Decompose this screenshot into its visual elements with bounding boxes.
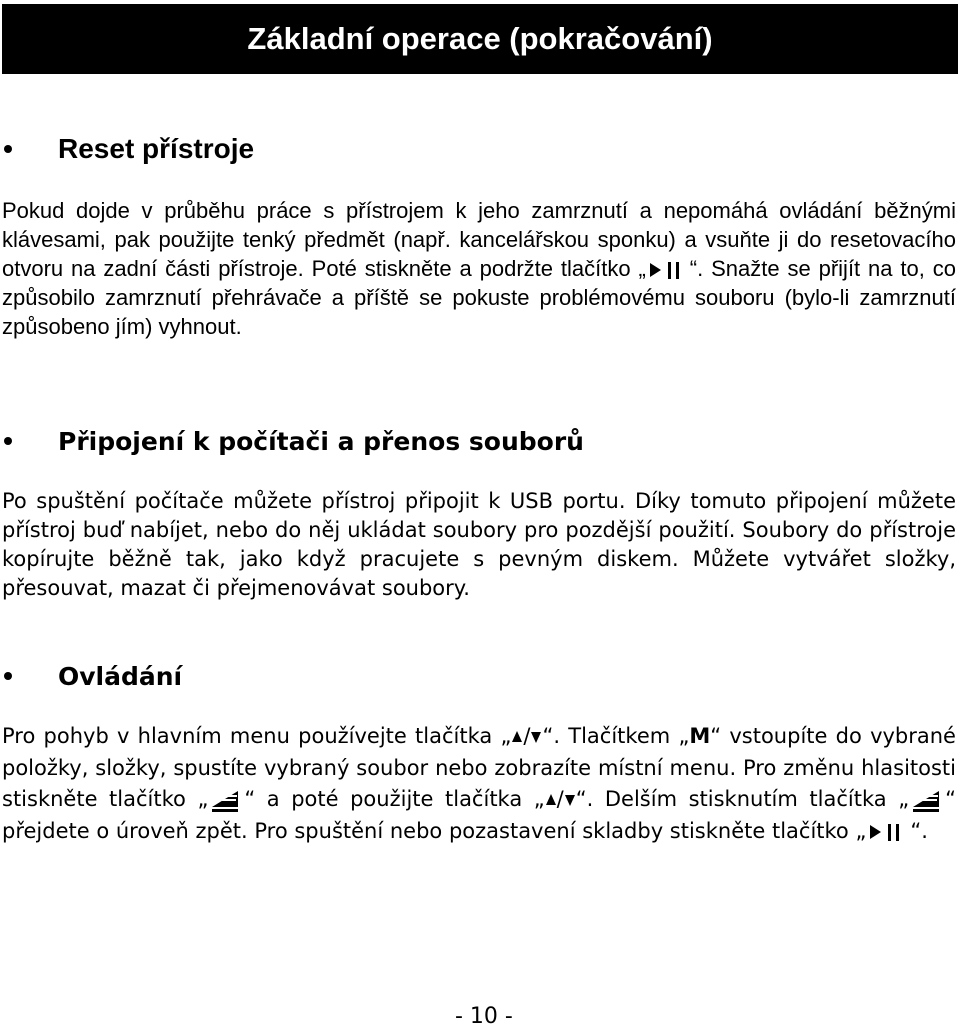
page-title-bar <box>2 4 958 74</box>
open-quote: „ <box>197 787 209 811</box>
close-quote: “ <box>244 787 256 811</box>
section-heading-connection <box>0 421 584 461</box>
reset-text-2: . Snažte se přijít na to, co způsobilo zamrznutí přehrávače a příště se pokuste problémovému souboru (bylo-li zamrznutí způsobeno jím) vyhnout. <box>2 256 956 339</box>
play-pause-icon <box>866 821 910 843</box>
open-quote: „ <box>678 724 690 748</box>
reset-text-1: Pokud dojde v průběhu práce s přístrojem k jeho zamrznutí a nepomáhá ovládání běžnými klávesami, pak použijte tenký předmět (např. kancelářskou sponku) a vsuňte ji do resetovacího otvoru na zadní části přístroje. Poté stiskněte a podržte tlačítko <box>2 198 956 281</box>
heading-text: Reset přístroje <box>58 133 255 164</box>
controls-paragraph <box>2 721 956 847</box>
heading-text: Ovládání <box>58 661 183 691</box>
open-quote: „ <box>855 818 867 843</box>
up-arrow-icon <box>545 793 557 807</box>
section-heading-reset <box>0 129 254 169</box>
slash: / <box>523 724 531 748</box>
connection-paragraph <box>2 487 956 603</box>
slash: / <box>556 787 564 811</box>
bullet-icon <box>4 145 12 153</box>
controls-text-1: Pro pohyb v hlavním menu používejte tlačítka <box>2 724 493 748</box>
open-quote: „ <box>898 787 910 811</box>
open-quote: „ <box>533 787 545 811</box>
controls-text-4: a poté použijte tlačítka <box>266 787 523 811</box>
controls-text-7: . <box>921 818 928 843</box>
reset-paragraph <box>2 196 956 341</box>
page-title: Základní operace (pokračování) <box>247 21 713 56</box>
up-arrow-icon <box>511 730 523 744</box>
close-quote: “ <box>575 787 587 811</box>
m-key-label: M <box>689 724 711 748</box>
volume-menu-icon <box>909 785 945 815</box>
controls-text-2: . Tlačítkem <box>553 724 671 748</box>
bullet-icon <box>4 437 12 445</box>
volume-menu-icon <box>208 785 244 815</box>
controls-text-3: vstoupíte do vybrané položky, složky, spustíte vybraný soubor nebo zobrazíte místní menu. Pro změnu hlasitosti stiskněte tlačítko <box>2 724 956 811</box>
section-heading-controls <box>0 656 182 696</box>
page-number: - 10 - <box>455 1004 513 1029</box>
controls-text-6: přejdete o úroveň zpět. Pro spuštění nebo pozastavení skladby stiskněte tlačítko <box>2 818 849 843</box>
open-quote: „ <box>638 256 646 281</box>
bullet-icon <box>4 672 12 680</box>
connection-text: Po spuštění počítače můžete přístroj připojit k USB portu. Díky tomuto připojení můžete přístroj buď nabíjet, nebo do něj ukládat soubory pro pozdější použití. Soubory do přístroje kopírujte běžně tak, jako když pracujete s pevným diskem. Můžete vytvářet složky, přesouvat, mazat či přejmenovávat soubory. <box>2 489 956 600</box>
controls-text-5: . Delším stisknutím tlačítka <box>586 787 887 811</box>
close-quote: “ <box>542 724 554 748</box>
close-quote: “ <box>689 256 698 281</box>
open-quote: „ <box>500 724 512 748</box>
down-arrow-icon <box>530 730 542 744</box>
heading-text: Připojení k počítači a přenos souborů <box>58 426 584 456</box>
close-quote: “ <box>945 787 956 811</box>
close-quote: “ <box>710 724 722 748</box>
play-pause-icon <box>646 259 690 281</box>
close-quote: “ <box>910 818 922 843</box>
down-arrow-icon <box>564 793 576 807</box>
